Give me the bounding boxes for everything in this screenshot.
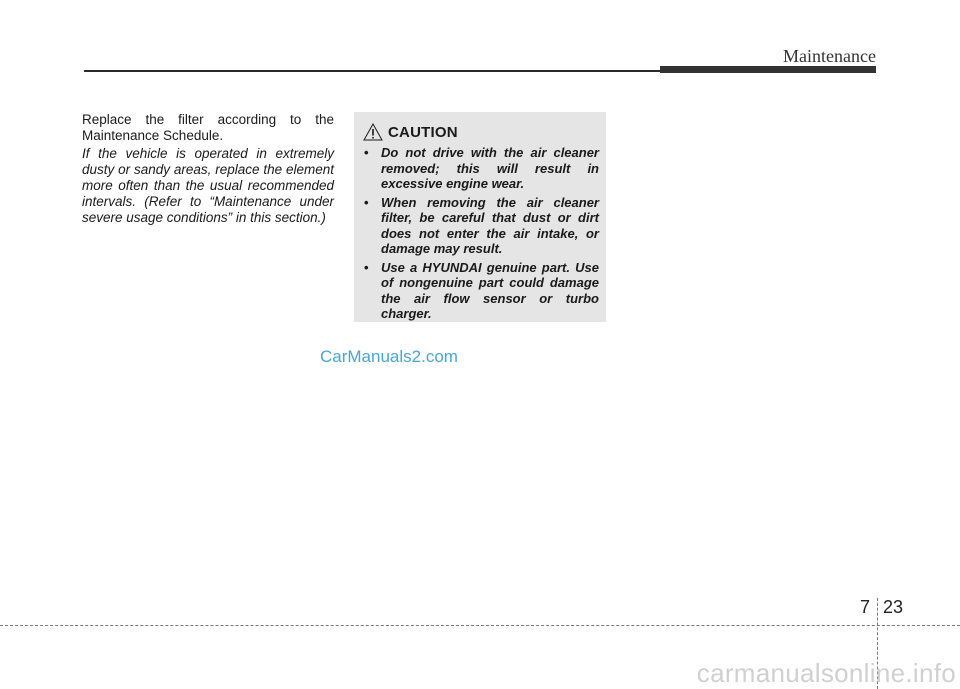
caution-box — [354, 112, 606, 322]
caution-title: CAUTION — [388, 123, 458, 141]
site-watermark: CarManuals2.com — [320, 347, 458, 366]
caution-item-air-cleaner-removed: • Do not drive with the air cleaner removed; this will result in excessive engine wear. — [363, 145, 599, 192]
replace-filter-paragraph: Replace the filter according to the Maintenance Schedule. — [82, 112, 334, 143]
caution-list — [363, 145, 599, 322]
footer-rule — [0, 625, 960, 626]
caution-item-dust-intake: • When removing the air cleaner filter, be careful that dust or dirt does not enter the air intake, or damage may result. — [363, 195, 599, 257]
warning-triangle-icon — [363, 123, 388, 141]
header-rule — [84, 70, 660, 72]
chapter-number: 7 — [859, 597, 870, 617]
page-number: 23 — [883, 597, 904, 617]
section-title: Maintenance — [783, 46, 876, 66]
caution-item-genuine-part: • Use a HYUNDAI genuine part. Use of nongenuine part could damage the air flow sensor or turbo charger. — [363, 260, 599, 322]
caution-header — [363, 122, 599, 142]
filter-instructions — [82, 112, 334, 228]
severe-conditions-note: If the vehicle is operated in extremely dusty or sandy areas, replace the element more often than the usual recommended intervals. (Refer to “Maintenance under severe usage conditions” in this section.) — [82, 146, 334, 225]
header-rule-accent — [660, 66, 876, 73]
footer-watermark: carmanualsonline.info — [696, 658, 956, 688]
